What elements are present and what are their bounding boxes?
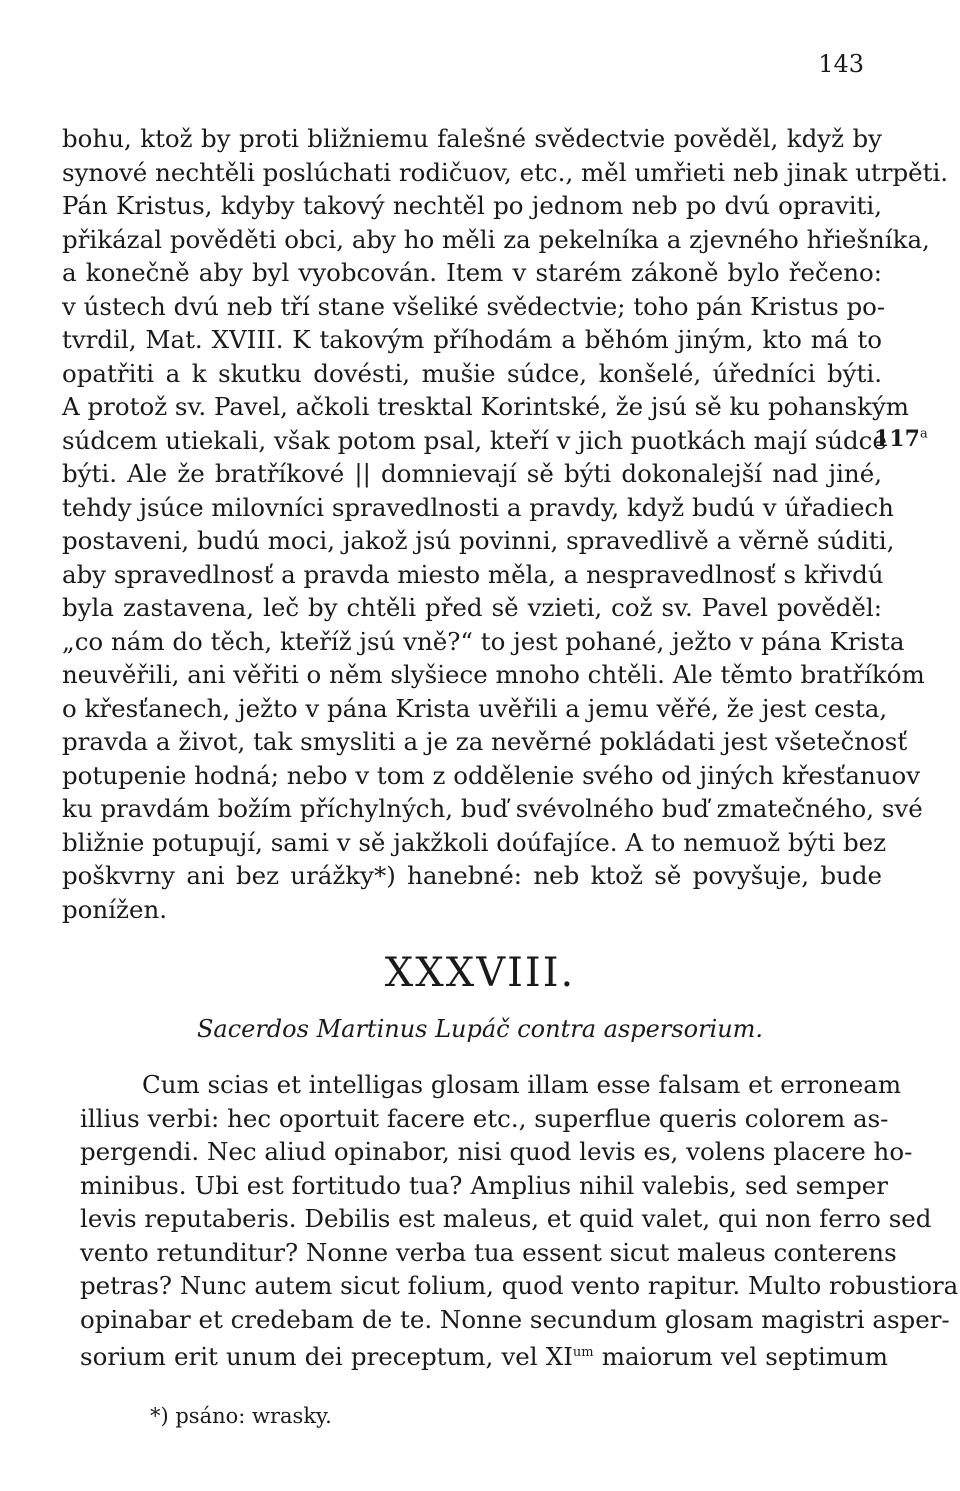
text-line: levis reputaberis. Debilis est maleus, et quid valet, qui non ferro sed (80, 1204, 932, 1233)
chapter-heading: XXXVIII. (384, 950, 576, 996)
margin-folio-suffix: a (919, 426, 928, 442)
text-line-last (80, 1336, 888, 1374)
text-line: tvrdil, Mat. XVIII. K takovým příhodám a běhóm jiným, kto má to (62, 325, 882, 354)
last-line-start: sorium erit unum dei preceptum, vel XI (80, 1342, 573, 1372)
text-line: v ústech dvú neb tří stane všeliké svědectvie; toho pán Kristus po- (62, 291, 886, 321)
text-line: Cum scias et intelligas glosam illam esse falsam et erroneam (142, 1070, 902, 1099)
margin-folio-number: 117 (874, 426, 920, 452)
text-line: Pán Kristus, kdyby takový nechtěl po jednom neb po dvú opraviti, (62, 191, 882, 220)
paragraph-two (80, 1068, 959, 1374)
text-line: bohu, ktož by proti bližniemu falešné svědectvie pověděl, když by (62, 124, 882, 153)
text-line: přikázal pověděti obci, aby ho měli za pekelníka a zjevného hřiešníka, (62, 224, 930, 254)
text-line: synové nechtěli poslúchati rodičuov, etc., měl umřieti neb jinak utrpěti. (62, 157, 949, 187)
text-line: „co nám do těch, kteříž jsú vně?“ to jest pohané, ježto v pána Krista (62, 626, 905, 656)
text-line: illius verbi: hec oportuit facere etc., superflue queris colorem as- (80, 1103, 889, 1133)
text-line: neuvěřili, ani věřiti o něm slyšiece mnoho chtěli. Ale těmto bratříkóm (62, 660, 925, 689)
text-line: postaveni, budú moci, jakož jsú povinni, spravedlivě a věrně súditi, (62, 526, 895, 555)
text-line: aby spravedlnosť a pravda miesto měla, a nespravedlnosť s křivdú (62, 559, 884, 589)
text-line: bližnie potupují, sami v sě jakžkoli doúfajíce. A to nemuož býti bez (62, 827, 887, 857)
text-line: A protož sv. Pavel, ačkoli tresktal Korintské, že jsú sě ku pohanským (62, 392, 910, 421)
text-line: ku pravdám božím příchylných, buď svévolného buď zmatečného, své (62, 794, 923, 823)
chapter-subtitle: Sacerdos Martinus Lupáč contra aspersorium. (196, 1015, 764, 1043)
text-line: minibus. Ubi est fortitudo tua? Amplius nihil valebis, sed semper (80, 1170, 888, 1200)
text-line: vento retunditur? Nonne verba tua essent sicut maleus conterens (80, 1237, 897, 1267)
text-line: petras? Nunc autem sicut folium, quod vento rapitur. Multo robustiora (80, 1271, 959, 1300)
text-line: býti. Ale že bratříkové || domnievají sě býti dokonalejší nad jiné, (62, 459, 882, 488)
text-line: pravda a život, tak smysliti a je za nevěrné pokládati jest všetečnosť (62, 727, 908, 756)
text-line: poškvrny ani bez urážky*) hanebné: neb ktož sě povyšuje, bude (62, 861, 882, 890)
page-number: 143 (818, 50, 864, 78)
text-line: súdcem utiekali, však potom psal, kteří v jich puotkách mají súdce (62, 425, 887, 455)
last-line-end: maiorum vel septimum (593, 1342, 888, 1372)
text-line: opinabar et credebam de te. Nonne secundum glosam magistri asper- (80, 1304, 950, 1334)
text-line: pergendi. Nec aliud opinabor, nisi quod levis es, volens placere ho- (80, 1137, 913, 1166)
text-line: ponížen. (62, 894, 168, 924)
text-line: byla zastavena, leč by chtěli před sě vzieti, což sv. Pavel pověděl: (62, 593, 882, 622)
margin-folio-note (874, 426, 928, 452)
text-line: potupenie hodná; nebo v tom z oddělenie svého od jiných křesťanuov (62, 760, 921, 790)
text-line: o křesťanech, ježto v pána Krista uvěřili a jemu věřé, že jest cesta, (62, 693, 888, 723)
footnote: *) psáno: wrasky. (150, 1404, 332, 1428)
last-line-superscript: um (572, 1345, 594, 1360)
text-line: tehdy jsúce milovníci spravedlnosti a pravdy, když budú v úřadiech (62, 492, 894, 522)
text-line: a konečně aby byl vyobcován. Item v starém zákoně bylo řečeno: (62, 258, 882, 287)
text-line: opatřiti a k skutku dovésti, mušie súdce, konšelé, úředníci býti. (62, 358, 882, 388)
